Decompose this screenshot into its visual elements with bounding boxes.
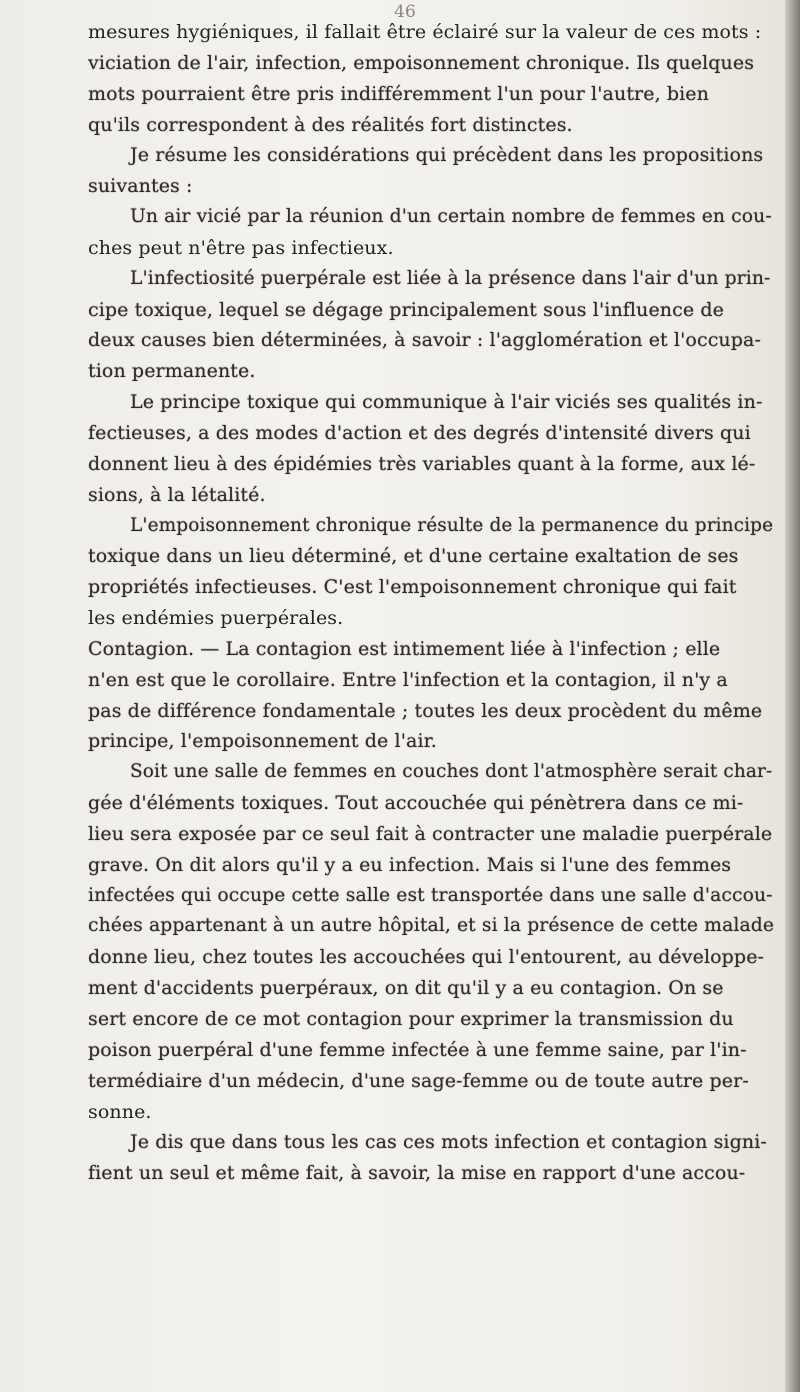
text-line: fient un seul et même fait, à savoir, la mise en rapport d'une accou- xyxy=(88,1162,746,1185)
text-line: chées appartenant à un autre hôpital, et si la présence de cette malade xyxy=(88,915,775,937)
text-line: poison puerpéral d'une femme infectée à une femme saine, par l'in- xyxy=(88,1038,747,1061)
text-line: principe, l'empoisonnement de l'air. xyxy=(88,730,437,753)
text-line: les endémies puerpérales. xyxy=(88,607,344,630)
text-line: sions, à la létalité. xyxy=(88,483,266,506)
text-line: mesures hygiéniques, il fallait être éclairé sur la valeur de ces mots : xyxy=(88,21,762,43)
text-line: lieu sera exposée par ce seul fait à contracter une maladie puerpérale xyxy=(88,822,773,845)
text-line: Un air vicié par la réunion d'un certain nombre de femmes en cou- xyxy=(130,206,772,228)
page-number: 46 xyxy=(394,2,416,22)
text-line: L'empoisonnement chronique résulte de la permanence du principe xyxy=(130,514,774,536)
text-line: sonne. xyxy=(88,1100,152,1123)
text-line: propriétés infectieuses. C'est l'empoisonnement chronique qui fait xyxy=(88,576,737,599)
text-line: toxique dans un lieu déterminé, et d'une certaine exaltation de ses xyxy=(88,545,739,568)
text-line: fectieuses, a des modes d'action et des degrés d'intensité divers qui xyxy=(88,421,751,444)
text-line: gée d'éléments toxiques. Tout accouchée qui pénètrera dans ce mi- xyxy=(88,792,744,815)
text-line: cipe toxique, lequel se dégage principalement sous l'influence de xyxy=(88,298,724,321)
text-line: Le principe toxique qui communique à l'air viciés ses qualités in- xyxy=(130,391,763,414)
text-line: termédiaire d'un médecin, d'une sage-femme ou de toute autre per- xyxy=(88,1069,749,1092)
text-line: ches peut n'être pas infectieux. xyxy=(88,236,394,259)
text-line: ment d'accidents puerpéraux, on dit qu'il y a eu contagion. On se xyxy=(88,977,724,1000)
text-line: Contagion. — La contagion est intimement liée à l'infection ; elle xyxy=(88,637,721,660)
text-line: L'infectiosité puerpérale est liée à la présence dans l'air d'un prin- xyxy=(130,267,771,289)
text-line: n'en est que le corollaire. Entre l'infection et la contagion, il n'y a xyxy=(88,668,728,691)
text-line: donnent lieu à des épidémies très variables quant à la forme, aux lé- xyxy=(88,452,756,475)
text-line: viciation de l'air, infection, empoisonnement chronique. Ils quelques xyxy=(88,51,755,74)
text-line: infectées qui occupe cette salle est transportée dans une salle d'accou- xyxy=(88,884,773,906)
text-line: sert encore de ce mot contagion pour exprimer la transmission du xyxy=(88,1008,734,1030)
text-line: suivantes : xyxy=(88,175,193,198)
text-line: deux causes bien déterminées, à savoir : l'agglomération et l'occupa- xyxy=(88,329,761,352)
text-line: qu'ils correspondent à des réalités fort distinctes. xyxy=(88,113,573,136)
text-line: mots pourraient être pris indifféremment l'un pour l'autre, bien xyxy=(88,82,709,105)
body-text xyxy=(88,17,776,1189)
text-line: donne lieu, chez toutes les accouchées qui l'entourent, au développe- xyxy=(88,946,765,969)
text-line: Je résume les considérations qui précèdent dans les propositions xyxy=(130,144,764,167)
text-line: Je dis que dans tous les cas ces mots infection et contagion signi- xyxy=(130,1131,767,1154)
text-line: pas de différence fondamentale ; toutes les deux procèdent du même xyxy=(88,699,763,722)
binding-edge xyxy=(785,0,800,1392)
text-line: tion permanente. xyxy=(88,360,256,383)
text-line: Soit une salle de femmes en couches dont l'atmosphère serait char- xyxy=(130,761,773,783)
text-line: grave. On dit alors qu'il y a eu infection. Mais si l'une des femmes xyxy=(88,853,732,876)
